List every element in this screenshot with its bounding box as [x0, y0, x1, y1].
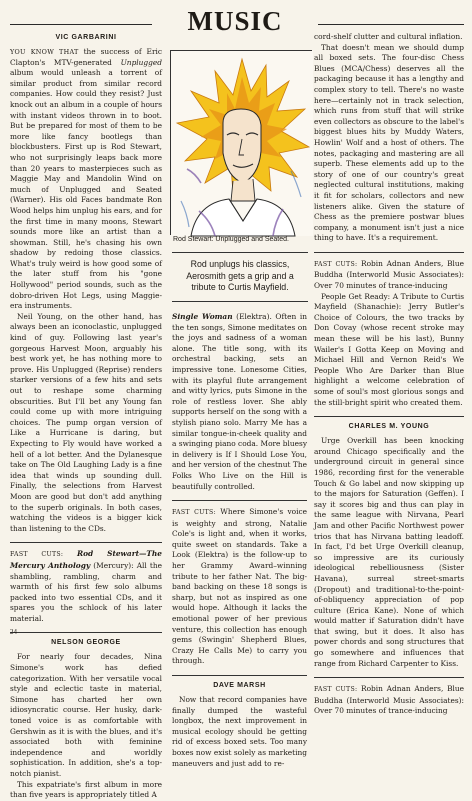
pull-quote: Rod unplugs his classics, Aerosmith gets a grip and a tribute to Curtis Mayfield. — [172, 252, 308, 302]
article-paragraph: YOU KNOW THAT the success of Eric Clapton's MTV-generated Unplugged album would unleash a torrent of similar product from similar record companies. How could they resist? Just knock out an album in a couple of hours with instant videos thrown in to boot. But be prepared for most of them to be more like fancy bootlegs than blockbusters. First up is Rod Stewart, who not surprisingly leaps back more than 20 years to masterpieces such as Maggie May and Mandolin Wind on much of Unplugged and Seated (Warner). His old Faces bandmate Ron Wood helps him unplug his ears, and for the first time in many moons, Stewart sounds more like an artist than a showman. Still, he's chasing his own shadow by redoing those classics. What's truly weird is how good some of the later stuff from his "gone Hollywood" period sounds, such as the dobro-driven Hot Legs, using Maggie-era instruments. — [10, 47, 162, 311]
fast-cuts: FAST CUTS: Robin Adnan Anders, Blue Buddha (Interworld Music Associates): Over 70 minutes of trance-inducing — [314, 258, 464, 291]
fast-cuts: FAST CUTS: Robin Adnan Anders, Blue Buddha (Interworld Music Associates): Over 70 minutes of trance-inducing — [314, 684, 464, 716]
header-rule-left — [10, 24, 152, 25]
header-rule-right — [318, 24, 464, 25]
byline-charles-m-young: CHARLES M. YOUNG — [348, 423, 430, 431]
article-paragraph: Neil Young, on the other hand, has always been an iconoclastic, unplugged kind of guy. Following last year's gorgeous Harvest Moon, arguably his best work yet, he has nothing more to prove. His Unplugged (Reprise) renders starker versions of a few hits and sets out to reshape some charming obscurities. But I'll bet any Young fan could come up with more intriguing choices. The pump organ version of Like a Hurricane is daring, but Expecting to Fly would have worked a hell of a lot better. And the Dylanesque take on The Old Laughing Lady is a fine idea that winds up sounding dull. Finally, the selections from Harvest Moon are good but don't add anything to the superb originals. In both cases, watching the videos is a bigger kick than listening to the CDs. — [10, 311, 162, 533]
divider — [172, 675, 307, 676]
article-paragraph: For nearly four decades, Nina Simone's work has defied categorization. With her versatile vocal style and eclectic taste in material, Simone has charted her own idiosyncratic course. Her husky, dark-toned voice is as comfortable with Gershwin as it is with the blues, and it's associated both with feminine independence and worldly sophistication. In addition, she's a top-notch pianist. — [10, 652, 162, 778]
byline-nelson-george: NELSON GEORGE — [51, 639, 121, 647]
column-3 — [314, 32, 464, 716]
lead-in: YOU KNOW THAT — [10, 48, 79, 56]
article-paragraph: cord-shelf clutter and cultural inflation. — [314, 32, 463, 41]
article-paragraph: That doesn't mean we should dump all boxed sets. The four-disc Chess Blues (MCA/Chess) deserves all the packaging because it has a lengthy and complex story to tell. There's no waste here—certainly not in track selection, which runs from stuff that will strike even collectors as obscure to the label's biggest blues hits by Muddy Waters, Howlin' Wolf and a host of others. The notes, packaging and mastering are all superb. These elements add up to the story of one of our country's great neglected cultural institutions, making it fit for scholars, collectors and new listeners alike. Given the stature of Chess as the premiere postwar blues company, a monument isn't just a nice thing to have. It's a requirement. — [314, 42, 464, 243]
article-paragraph: This expatriate's first album in more than five years is appropriately titled A — [10, 779, 162, 800]
fast-cuts: FAST CUTS: Rod Stewart—The Mercury Anthology (Mercury): All the shambling, rambling, charm and warmth of his first few solo albums packed into two essential CDs, and it spares you the schlock of his later material. — [10, 549, 162, 623]
section-title: MUSIC — [187, 6, 283, 36]
portrait-illustration-icon — [171, 51, 313, 236]
article-paragraph: Single Woman (Elektra). Often in the ten songs, Simone meditates on the joys and sadness of a woman alone. The title song, with its orchestral backing, sets an impressive tone. Lonesome Cities, with its playful flute arrangement and witty lyrics, puts Simone in the role of restless lover. She ably supports herself on the song with a stylish piano solo. Marry Me has a similar tongue-in-cheek quality and a swinging piano coda. More bluesy in delivery is If I Should Lose You, and her version of the chestnut The Folks Who Live on the Hill is beautifully controlled. — [172, 312, 307, 491]
article-paragraph: Now that record companies have finally dumped the wasteful longbox, the next improvement in musical ecology should be getting rid of excess boxed sets. Too many boxes now exist solely as marketing maneuvers and just add to re- — [172, 695, 307, 768]
article-paragraph: Urge Overkill has been knocking around Chicago specifically and the underground circuit in general since 1986, recording first for the venerable Touch & Go label and now skipping up to the majors for Saturation (Geffen). I say it scores big and thus can play in the same league with Nirvana, Pearl Jam and other Pacific Northwest power trios that has Nirvana batting leadoff. In fact, I'd bet Urge Overkill cleanup, so impressive are its curiously ideological rebelliousness (Sister Havana), surreal street-smarts (Dropout) and traditional-to-the-point-of-obliquency appreciation of pop culture (Erica Kane). None of which would matter if Saturation didn't have that swing, but it does. It also has power chords and song structures that go somewhere and influences that range from Richard Carpenter to Kiss. — [314, 436, 464, 668]
divider — [314, 416, 464, 417]
byline-dave-marsh: DAVE MARSH — [213, 682, 266, 689]
divider — [172, 500, 307, 501]
page-number: 24 — [10, 628, 17, 636]
divider — [314, 677, 464, 678]
column-2 — [172, 312, 307, 768]
photo-illustration — [170, 50, 312, 235]
photo-caption: Rod Stewart: Unplugged and Seated. — [173, 236, 289, 243]
byline-vic-garbarini: VIC GARBARINI — [55, 34, 117, 41]
divider — [10, 632, 162, 633]
divider — [314, 252, 464, 253]
fast-cuts: FAST CUTS: Where Simone's voice is weighty and strong, Natalie Cole's is light and, when it works, quite sweet on standards. Take a Look (Elektra) is the follow-up to her Grammy Award–winning tribute to her father Nat. The big-band backing on these 18 songs is sharp, but not as inspired as one would hope. Although it lacks the emotional power of her previous venture, this collection has enough gems (Swingin' Shepherd Blues, Crazy He Calls Me) to carry you through. — [172, 507, 307, 666]
divider — [10, 542, 162, 543]
article-paragraph: People Get Ready: A Tribute to Curtis Mayfield (Shanachie): Jerry Butler's Choice of Colours, the two tracks by Don Covay (whose recent stroke may mean these will be his last), Bunny Wailer's I Gotta Keep on Moving and Michael Hill and Vernon Reid's We People Who Are Darker than Blue highlight a welcome celebration of some of soul's most glorious songs and the still-bright spirit who created them. — [314, 291, 464, 407]
